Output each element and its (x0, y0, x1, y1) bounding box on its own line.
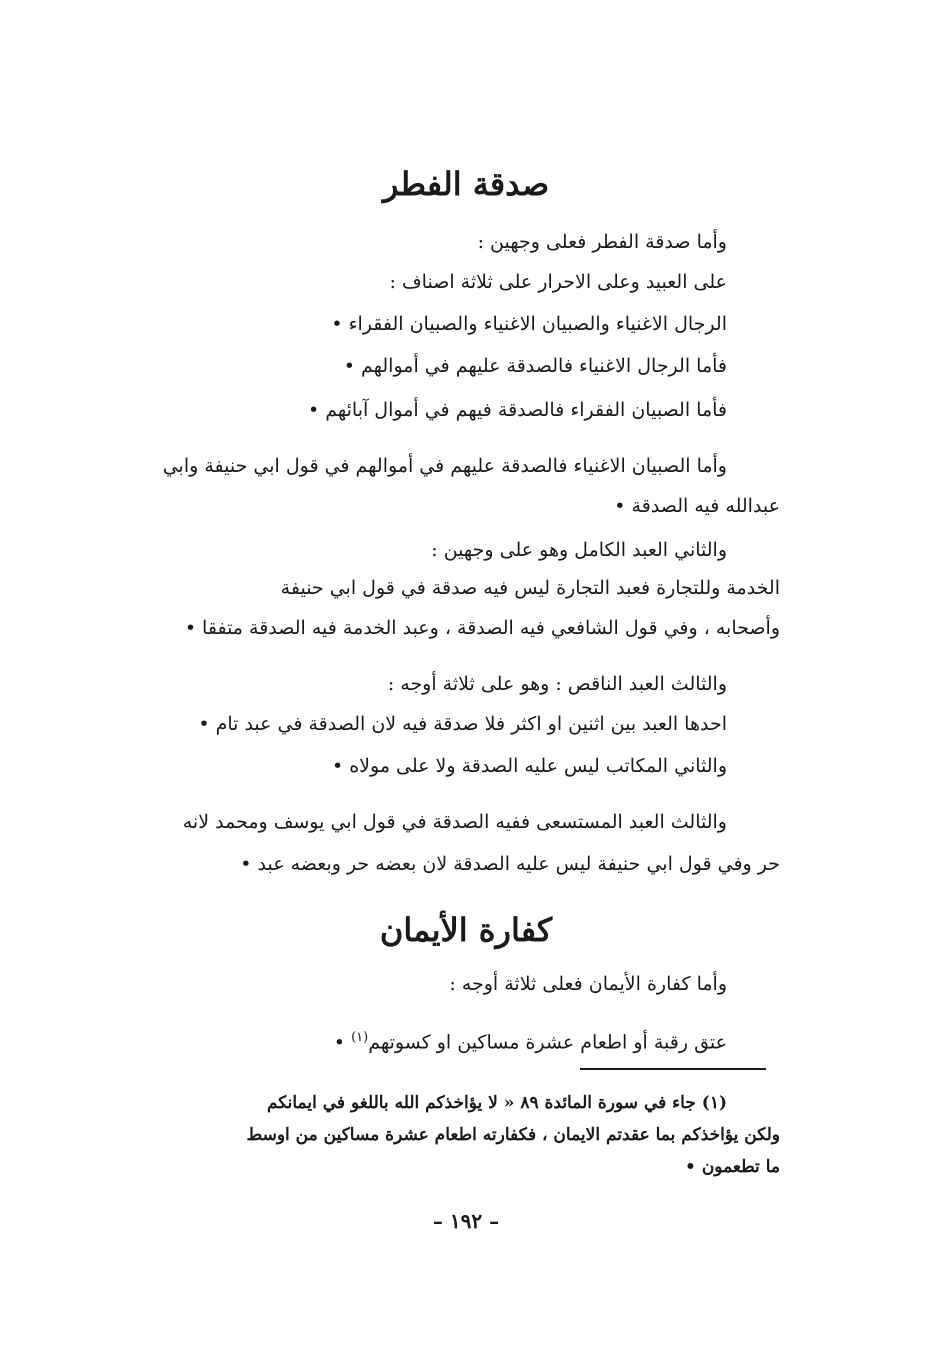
text-line-end-mark: • (333, 1031, 346, 1054)
text-line: وأما كفارة الأيمان فعلى ثلاثة أوجه : (449, 973, 727, 995)
text-line: والثالث العبد الناقص : وهو على ثلاثة أوجه : (387, 673, 727, 695)
text-line-with-footnote (334, 1024, 727, 1056)
footnote-line: ولكن يؤاخذكم بما عقدتم الايمان ، فكفارته اطعام عشرة مساكين من اوسط (246, 1125, 780, 1145)
footnote-reference: (١) (351, 1030, 369, 1045)
footnote-line: (١) جاء في سورة المائدة ٨٩ « لا يؤاخذكم الله باللغو في ايمانكم (266, 1093, 727, 1113)
section-title-sadaqat-al-fitr: صدقة الفطر (382, 165, 550, 203)
text-line-body: عتق رقبة أو اطعام عشرة مساكين او كسوتهم (368, 1031, 727, 1054)
footnote-separator (580, 1068, 766, 1070)
text-line: وأما صدقة الفطر فعلى وجهين : (477, 231, 727, 253)
text-line: عبدالله فيه الصدقة • (614, 495, 780, 517)
text-line: حر وفي قول ابي حنيفة ليس عليه الصدقة لان بعضه حر وبعضه عبد • (240, 853, 780, 875)
text-line: وأما الصبيان الاغنياء فالصدقة عليهم في أموالهم في قول ابي حنيفة وابي (162, 455, 727, 477)
text-line: على العبيد وعلى الاحرار على ثلاثة اصناف : (389, 271, 727, 293)
footnote-line: ما تطعمون • (685, 1157, 780, 1177)
text-line: الرجال الاغنياء والصبيان الاغنياء والصبيان الفقراء • (331, 313, 727, 335)
text-line: فأما الصبيان الفقراء فالصدقة فيهم في أموال آبائهم • (307, 399, 727, 421)
page-number: – ١٩٢ – (432, 1209, 500, 1233)
text-line: احدها العبد بين اثنين او اكثر فلا صدقة فيه لان الصدقة في عبد تام • (198, 713, 727, 735)
text-line: والثاني العبد الكامل وهو على وجهين : (431, 539, 727, 561)
section-title-kaffarat-al-ayman: كفارة الأيمان (379, 911, 553, 949)
text-line: والثاني المكاتب ليس عليه الصدقة ولا على مولاه • (331, 755, 727, 777)
text-line: فأما الرجال الاغنياء فالصدقة عليهم في أموالهم • (343, 355, 727, 377)
text-line: الخدمة وللتجارة فعبد التجارة ليس فيه صدقة في قول ابي حنيفة (280, 577, 780, 599)
text-line: والثالث العبد المستسعى ففيه الصدقة في قول ابي يوسف ومحمد لانه (182, 811, 727, 833)
text-line: وأصحابه ، وفي قول الشافعي فيه الصدقة ، وعبد الخدمة فيه الصدقة متفقا • (184, 617, 780, 639)
